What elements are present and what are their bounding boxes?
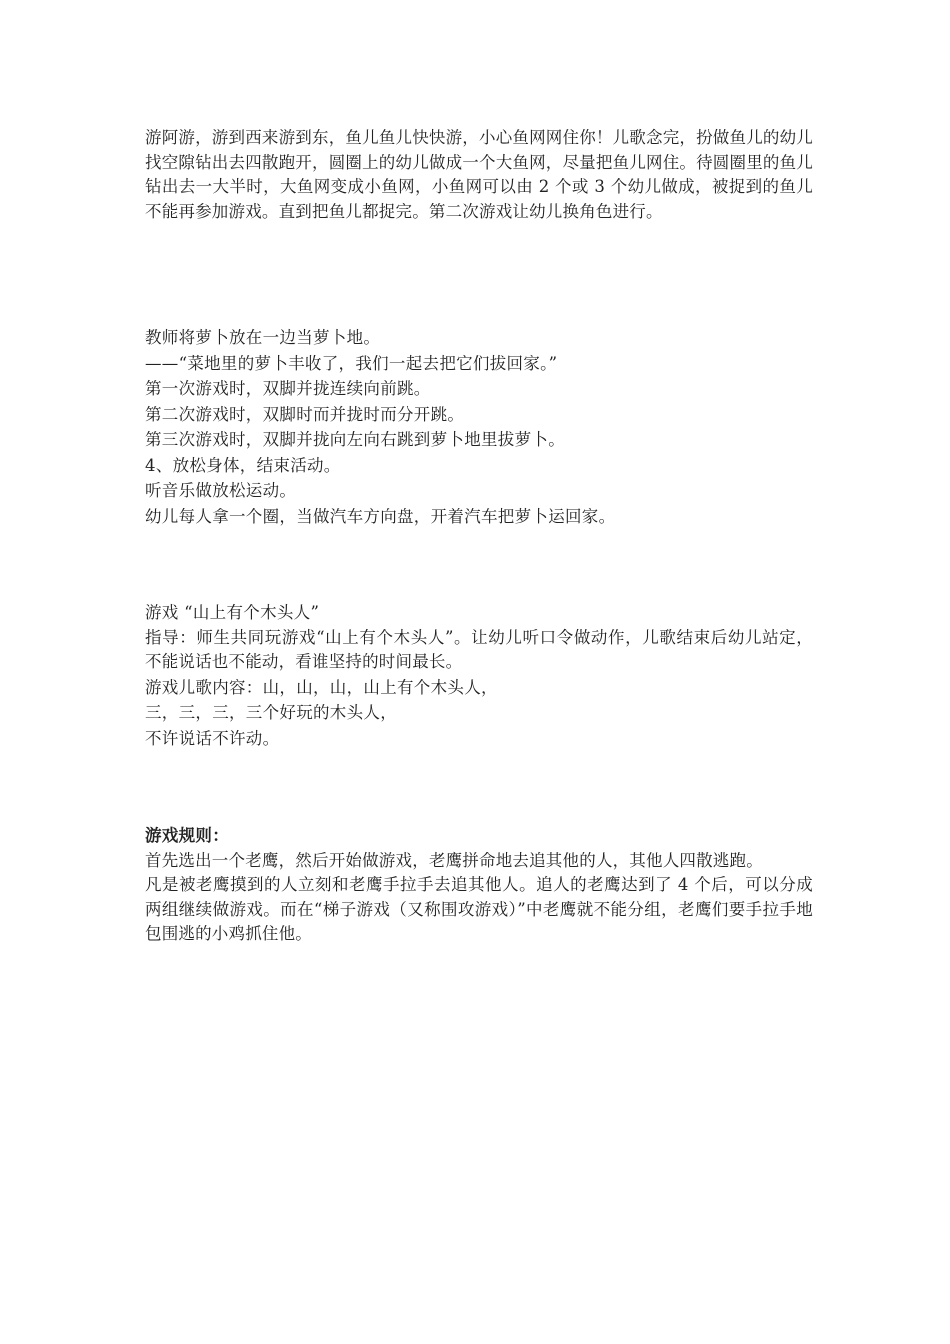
carrot-line: 听音乐做放松运动。 — [145, 481, 297, 500]
wooden-man-rhyme-line: 三，三，三，三个好玩的木头人， — [145, 703, 397, 722]
eagle-rules-paragraph: 首先选出一个老鹰，然后开始做游戏，老鹰拼命地去追其他的人，其他人四散逃跑。 — [145, 850, 763, 870]
eagle-rules-paragraph: 凡是被老鹰摸到的人立刻和老鹰手拉手去追其他人。追人的老鹰达到了 4 个后，可以分成两组继续做游戏。而在“梯子游戏（又称围攻游戏）”中老鹰就不能分组，老鹰们要手拉手地包围逃的小鸡抓住他。 — [145, 875, 813, 943]
wooden-man-section — [145, 600, 813, 751]
carrot-line: 4、放松身体，结束活动。 — [145, 455, 341, 475]
carrot-line: 第二次游戏时，双脚时而并拢时而分开跳。 — [145, 404, 465, 424]
carrot-line: 第一次游戏时，双脚并拢连续向前跳。 — [145, 379, 431, 398]
fish-net-section — [145, 126, 813, 224]
carrot-section — [145, 325, 813, 529]
carrot-line: 第三次游戏时，双脚并拢向左向右跳到萝卜地里拔萝卜。 — [145, 430, 565, 449]
wooden-man-rhyme-line: 游戏儿歌内容：山，山，山，山上有个木头人， — [145, 677, 498, 697]
eagle-rules-heading: 游戏规则： — [145, 826, 229, 845]
carrot-line: 教师将萝卜放在一边当萝卜地。 — [145, 328, 381, 347]
fish-net-paragraph: 游阿游，游到西来游到东，鱼儿鱼儿快快游，小心鱼网网住你！儿歌念完，扮做鱼儿的幼儿找空隙钻出去四散跑开，圆圈上的幼儿做成一个大鱼网，尽量把鱼儿网住。待圆圈里的鱼儿钻出去一大半时，大鱼网变成小鱼网，小鱼网可以由 2 个或 3 个幼儿做成，被捉到的鱼儿不能再参加游戏。直到把鱼儿都捉完。第二次游戏让幼儿换角色进行。 — [145, 128, 813, 221]
wooden-man-guide: 指导：师生共同玩游戏“山上有个木头人”。让幼儿听口令做动作，儿歌结束后幼儿站定，不能说话也不能动，看谁坚持的时间最长。 — [145, 627, 813, 671]
wooden-man-rhyme-line: 不许说话不许动。 — [145, 728, 280, 748]
carrot-line: 幼儿每人拿一个圈，当做汽车方向盘，开着汽车把萝卜运回家。 — [145, 506, 616, 526]
eagle-section — [145, 823, 813, 947]
carrot-line: ——“菜地里的萝卜丰收了，我们一起去把它们拔回家。” — [145, 353, 558, 373]
wooden-man-title: 游戏 “山上有个木头人” — [145, 603, 320, 622]
